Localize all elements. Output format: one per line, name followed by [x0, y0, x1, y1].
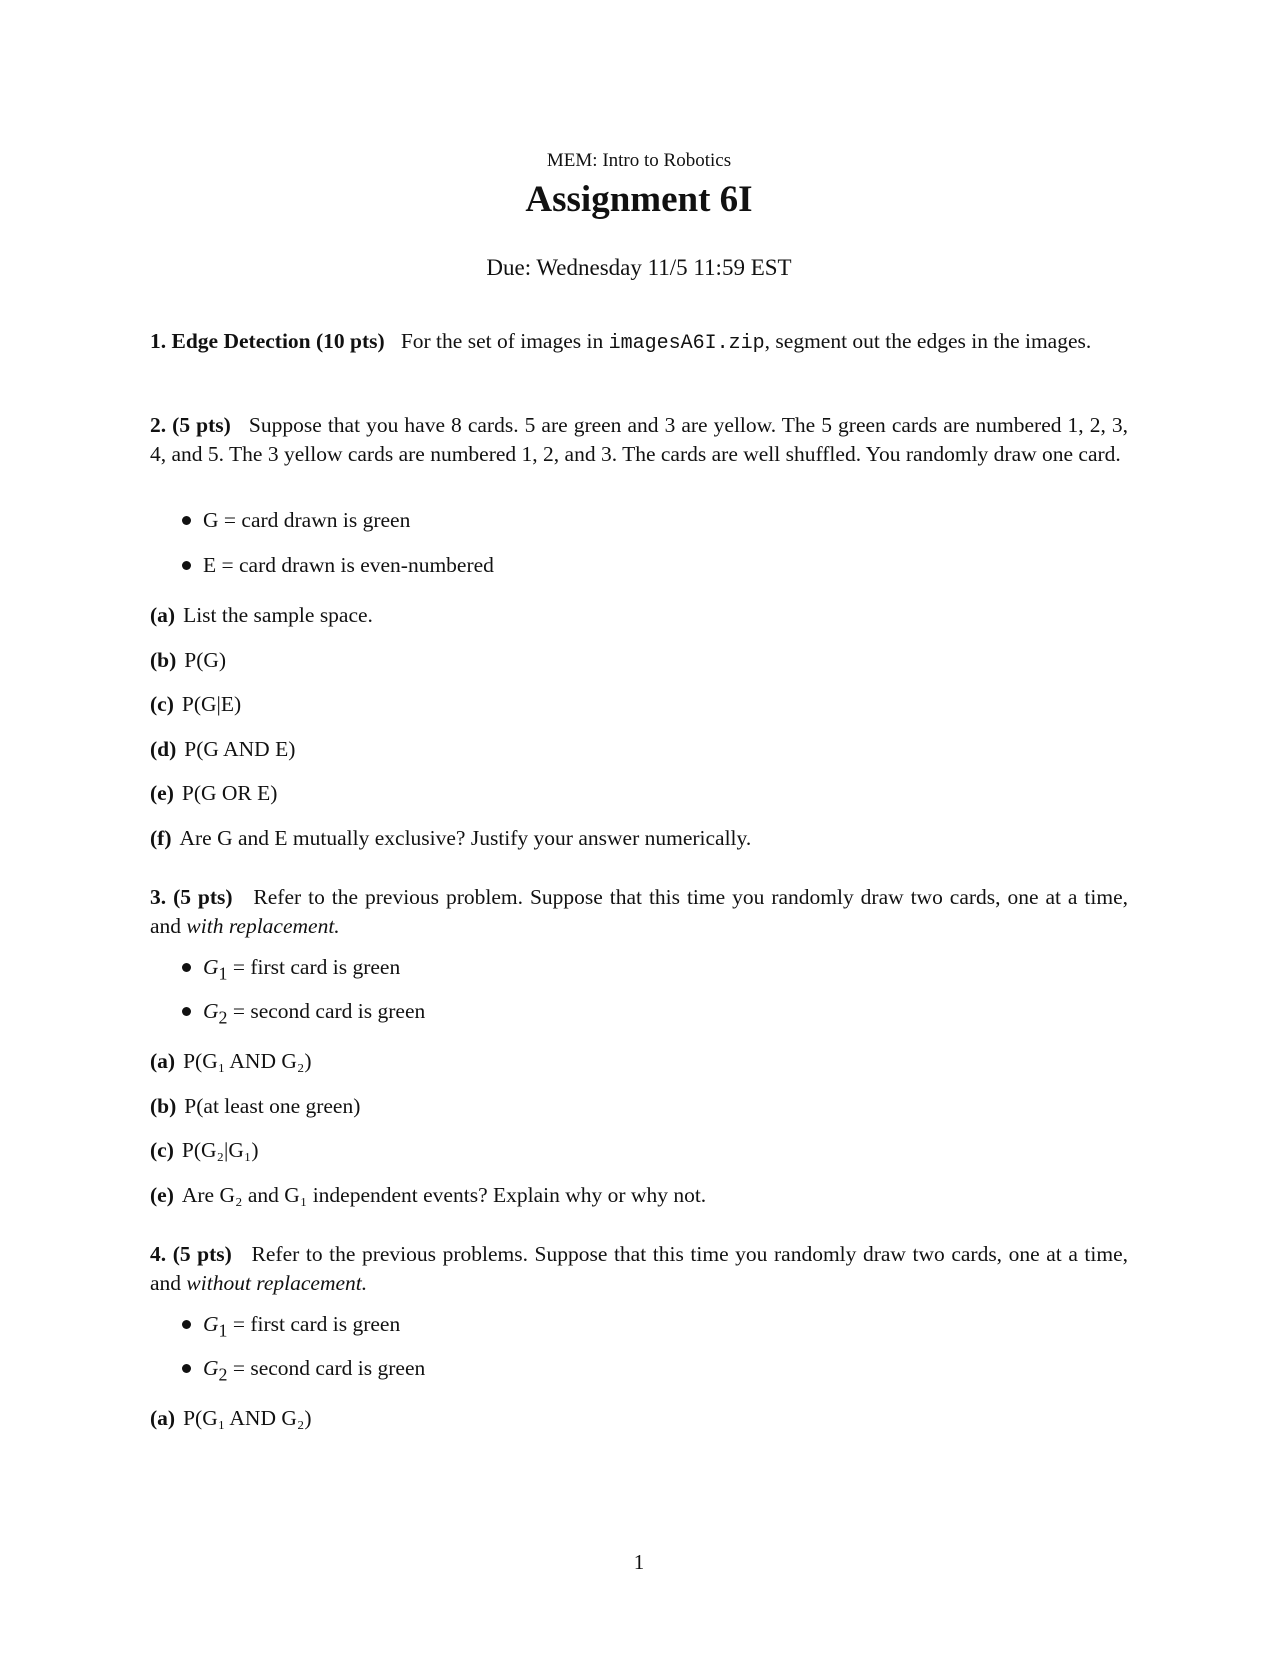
q2-heading: (5 pts) — [172, 413, 231, 437]
q2-text: Suppose that you have 8 cards. 5 are green and 3 are yellow. The 5 green cards are numbered 1, 2, 3, 4, and 5. The 3 yellow cards are numbered 1, 2, and 3. The cards are well shuffled. You randomly draw one card. — [150, 413, 1129, 466]
q2-number: 2. — [150, 413, 167, 437]
q4-bullet-g1: $G_1$ = first card is green — [182, 1312, 400, 1341]
page-title: Assignment 6I — [525, 179, 753, 220]
q2-bullet-e: E = card drawn is even-numbered — [182, 553, 494, 578]
q2-part-f: (f) Are G and E mutually exclusive? Justify your answer numerically. — [150, 826, 752, 850]
question-2 — [150, 411, 1128, 469]
document-page — [150, 0, 1128, 1656]
bullet-icon — [182, 516, 191, 525]
q2-part-c: (c) P(G|E) — [150, 692, 242, 716]
q1-file: imagesA6I.zip — [608, 332, 765, 355]
q3-bullet-g2: $G_2$ = second card is green — [182, 999, 425, 1028]
q3-part-e: (e) Are G₂ and G₁ independent events? Explain why or why not. — [150, 1183, 707, 1207]
q2-part-a: (a) List the sample space. — [150, 603, 373, 627]
q4-text: Refer to the previous problems. Suppose that this time you randomly draw two cards, one at a time, and — [150, 1242, 1129, 1295]
bullet-icon — [182, 561, 191, 570]
q2-part-e: (e) P(G OR E) — [150, 781, 278, 805]
q1-number: 1. — [150, 329, 167, 353]
q3-part-c: (c) P(G₂|G₁) — [150, 1138, 259, 1162]
q3-number: 3. — [150, 885, 167, 909]
q4-heading: (5 pts) — [172, 1242, 232, 1266]
q4-number: 4. — [150, 1242, 167, 1266]
q3-heading: (5 pts) — [173, 885, 233, 909]
bullet-icon — [182, 1320, 191, 1329]
q1-text-after: , segment out the edges in the images. — [764, 329, 1092, 353]
due-date: Due: Wednesday 11/5 11:59 EST — [486, 255, 792, 280]
q4-part-a: (a) P(G₁ AND G₂) — [150, 1406, 312, 1430]
q1-text-before: For the set of images in — [400, 329, 604, 353]
q1-heading: Edge Detection (10 pts) — [171, 329, 385, 353]
bullet-icon — [182, 963, 191, 972]
q3-part-b: (b) P(at least one green) — [150, 1094, 361, 1118]
q3-text: Refer to the previous problem. Suppose that this time you randomly draw two cards, one at a time, and — [150, 885, 1128, 938]
q3-bullet-g1: $G_1$ = first card is green — [182, 955, 400, 984]
page-number: 1 — [633, 1550, 645, 1574]
question-1 — [150, 327, 1128, 358]
bullet-icon — [182, 1007, 191, 1016]
q3-emph: with replacement. — [186, 914, 340, 938]
q2-part-d: (d) P(G AND E) — [150, 737, 296, 761]
question-4 — [150, 1240, 1128, 1298]
question-3 — [150, 883, 1128, 941]
q2-bullet-g: G = card drawn is green — [182, 508, 410, 533]
bullet-icon — [182, 1364, 191, 1373]
course-name: MEM: Intro to Robotics — [546, 150, 732, 171]
q4-emph: without replacement. — [186, 1271, 368, 1295]
q4-bullet-g2: $G_2$ = second card is green — [182, 1356, 425, 1385]
q2-part-b: (b) P(G) — [150, 648, 227, 672]
q3-part-a: (a) P(G₁ AND G₂) — [150, 1049, 312, 1073]
